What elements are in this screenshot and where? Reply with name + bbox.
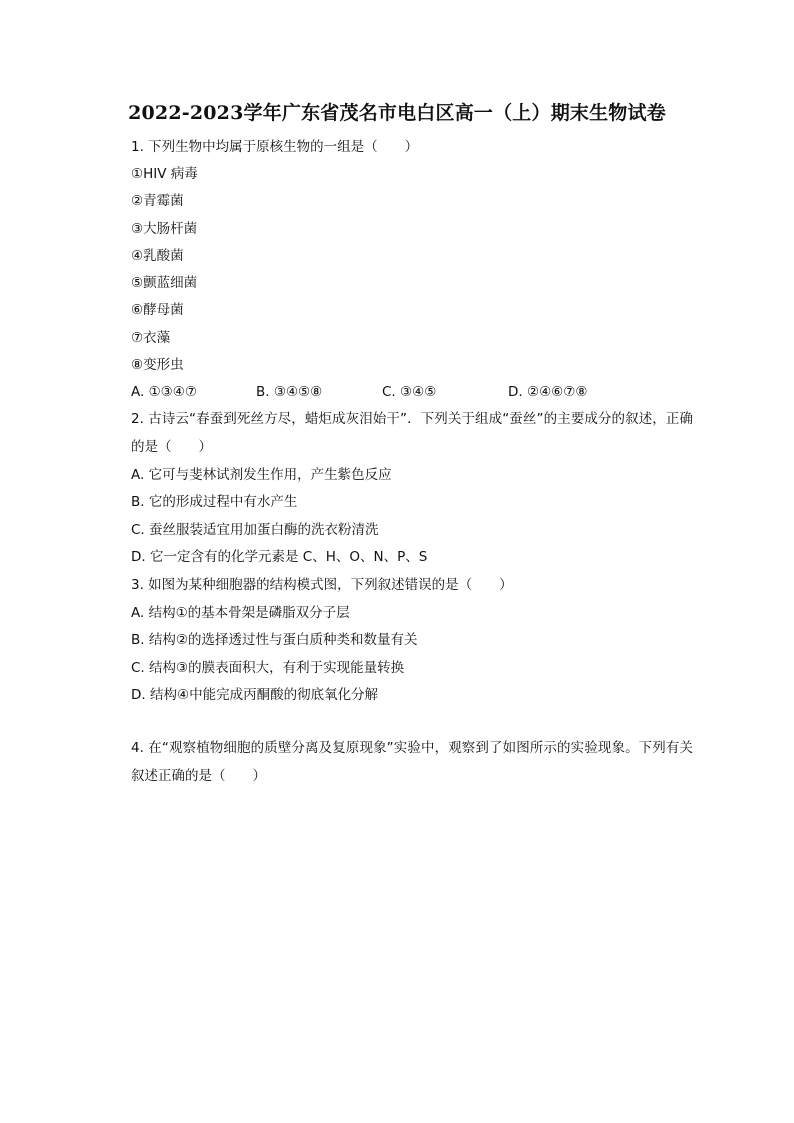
question-4-stem: 4. 在“观察植物细胞的质壁分离及复原现象”实验中，观察到了如图所示的实验现象。下列有关叙述正确的是（ ） xyxy=(131,740,693,784)
question-3-option-d: D. 结构④中能完成丙酮酸的彻底氧化分解 xyxy=(131,687,379,703)
question-2-option-c: C. 蚕丝服装适宜用加蛋白酶的洗衣粉清洗 xyxy=(131,522,379,538)
question-1-option-c: C. ③④⑤ xyxy=(382,384,437,400)
question-3-option-c: C. 结构③的膜表面积大，有利于实现能量转换 xyxy=(131,660,405,676)
question-1-item: ②青霉菌 xyxy=(131,193,184,209)
question-1-option-a: A. ①③④⑦ xyxy=(131,384,197,400)
question-1-item: ③大肠杆菌 xyxy=(131,221,198,237)
question-2-option-d: D. 它一定含有的化学元素是 C、H、O、N、P、S xyxy=(131,549,428,565)
question-1-item: ④乳酸菌 xyxy=(131,248,184,264)
question-1-stem: 1. 下列生物中均属于原核生物的一组是（ ） xyxy=(131,139,419,155)
question-1-option-d: D. ②④⑥⑦⑧ xyxy=(508,384,588,400)
question-3-option-a: A. 结构①的基本骨架是磷脂双分子层 xyxy=(131,605,350,621)
question-2-option-a: A. 它可与斐林试剂发生作用，产生紫色反应 xyxy=(131,467,392,483)
question-3-option-b: B. 结构②的选择透过性与蛋白质种类和数量有关 xyxy=(131,632,418,648)
question-1-option-b: B. ③④⑤⑧ xyxy=(256,384,323,400)
question-3-stem: 3. 如图为某种细胞器的结构模式图，下列叙述错误的是（ ） xyxy=(131,577,513,593)
question-2-stem: 2. 古诗云“春蚕到死丝方尽，蜡炬成灰泪始干”．下列关于组成“蚕丝”的主要成分的叙述，正确的是（ ） xyxy=(131,411,693,455)
question-1-item: ⑧变形虫 xyxy=(131,357,184,373)
question-1-item: ⑤颤蓝细菌 xyxy=(131,275,198,291)
question-1-item: ①HIV 病毒 xyxy=(131,166,198,182)
question-1-item: ⑥酵母菌 xyxy=(131,302,184,318)
exam-title: 2022-2023学年广东省茂名市电白区高一（上）期末生物试卷 xyxy=(128,102,666,124)
question-1-item: ⑦衣藻 xyxy=(131,330,171,346)
question-2-option-b: B. 它的形成过程中有水产生 xyxy=(131,494,298,510)
